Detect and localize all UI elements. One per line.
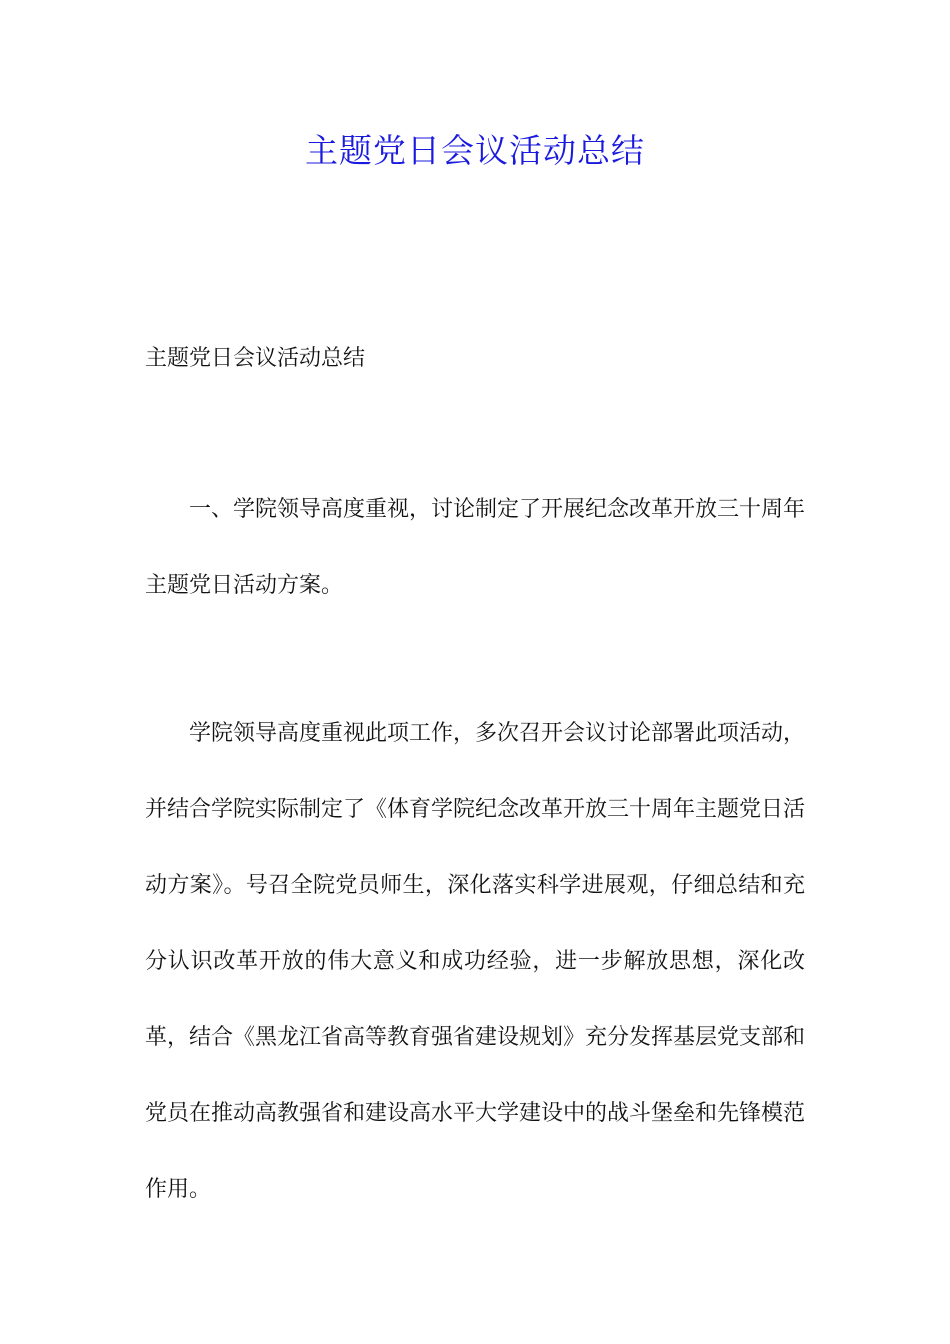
paragraph-1: 一、学院领导高度重视，讨论制定了开展纪念改革开放三十周年主题党日活动方案。 [145,497,806,598]
document-subtitle: 主题党日会议活动总结 [145,346,366,371]
document-title: 主题党日会议活动总结 [305,131,645,170]
paragraph-2: 学院领导高度重视此项工作，多次召开会议讨论部署此项活动，并结合学院实际制定了《体育学院纪念改革开放三十周年主题党日活动方案》。号召全院党员师生，深化落实科学进展观，仔细总结和充分认识改革开放的伟大意义和成功经验，进一步解放思想，深化改革，结合《黑龙江省高等教育强省建设规划》充分发挥基层党支部和党员在推动高教强省和建设高水平大学建设中的战斗堡垒和先锋模范作用。 [145,721,806,1202]
